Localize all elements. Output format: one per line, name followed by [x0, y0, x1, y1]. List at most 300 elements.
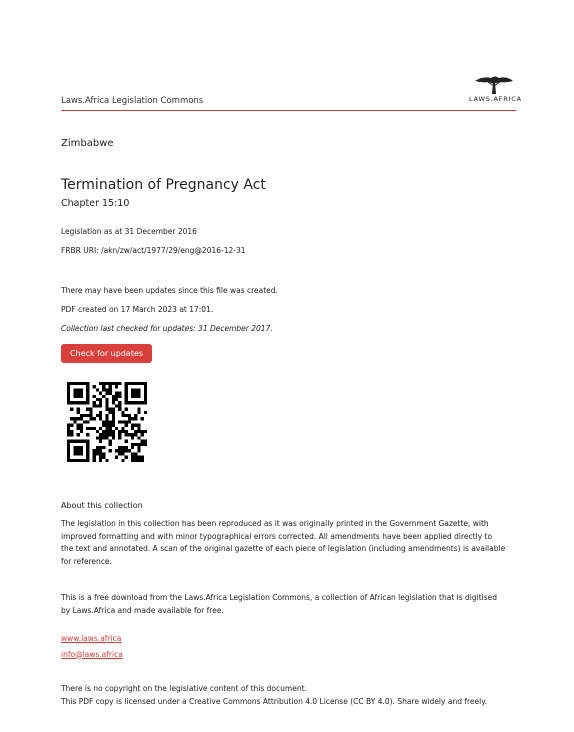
- qr-module: [131, 388, 134, 391]
- qr-module: [109, 411, 112, 414]
- qr-module: [67, 459, 70, 462]
- qr-module: [105, 404, 108, 407]
- qr-module: [125, 395, 128, 398]
- qr-module: [112, 433, 115, 436]
- laws-africa-logo: [469, 74, 522, 103]
- qr-module: [109, 382, 112, 385]
- qr-module: [121, 420, 124, 423]
- qr-module: [105, 388, 108, 391]
- qr-module: [109, 420, 112, 423]
- qr-module: [86, 414, 89, 417]
- qr-module: [137, 382, 140, 385]
- qr-module: [128, 449, 131, 452]
- qr-module: [80, 414, 83, 417]
- qr-module: [128, 420, 131, 423]
- qr-module: [137, 392, 140, 395]
- qr-module: [102, 388, 105, 391]
- qr-module: [102, 424, 105, 427]
- qr-module: [105, 417, 108, 420]
- qr-module: [109, 449, 112, 452]
- qr-module: [141, 456, 144, 459]
- about-line: The legislation in this collection has been reproduced as it was originally printed in the Government Gazette, with: [61, 519, 489, 528]
- qr-module: [115, 456, 118, 459]
- qr-module: [125, 401, 128, 404]
- qr-module: [137, 446, 140, 449]
- qr-module: [105, 414, 108, 417]
- qr-module: [96, 404, 99, 407]
- qr-module: [109, 433, 112, 436]
- qr-module: [73, 446, 76, 449]
- qr-module: [93, 459, 96, 462]
- qr-module: [96, 436, 99, 439]
- qr-module: [86, 452, 89, 455]
- qr-module: [125, 385, 128, 388]
- qr-module: [115, 395, 118, 398]
- qr-module: [99, 401, 102, 404]
- qr-module: [118, 401, 121, 404]
- frbr-uri: FRBR URI: /akn/zw/act/1977/29/eng@2016-12-31: [61, 246, 246, 255]
- qr-module: [67, 385, 70, 388]
- copyright-notice: [61, 683, 521, 708]
- qr-module: [67, 456, 70, 459]
- qr-module: [80, 401, 83, 404]
- qr-module: [144, 382, 147, 385]
- copyright-line: This PDF copy is licensed under a Creative Commons Attribution 4.0 License (CC BY 4.0). Share widely and freely.: [61, 696, 487, 706]
- qr-module: [109, 392, 112, 395]
- qr-module: [86, 392, 89, 395]
- qr-module: [89, 414, 92, 417]
- qr-module: [131, 427, 134, 430]
- qr-module: [141, 459, 144, 462]
- qr-module: [80, 392, 83, 395]
- about-line: for reference.: [61, 556, 112, 566]
- qr-module: [121, 459, 124, 462]
- qr-module: [102, 456, 105, 459]
- qr-module: [105, 401, 108, 404]
- collection-name: Laws.Africa Legislation Commons: [61, 96, 204, 106]
- qr-module: [99, 392, 102, 395]
- qr-module: [86, 449, 89, 452]
- download-notice: [61, 592, 521, 617]
- qr-module: [118, 430, 121, 433]
- qr-module: [105, 433, 108, 436]
- about-body: [61, 518, 521, 568]
- qr-module: [131, 459, 134, 462]
- qr-module: [128, 401, 131, 404]
- qr-module: [102, 452, 105, 455]
- qr-module: [99, 440, 102, 443]
- country-label: Zimbabwe: [61, 138, 114, 149]
- qr-module: [131, 395, 134, 398]
- qr-module: [144, 440, 147, 443]
- qr-module: [77, 382, 80, 385]
- qr-module: [80, 388, 83, 391]
- qr-module: [89, 408, 92, 411]
- qr-module: [141, 382, 144, 385]
- qr-module: [121, 449, 124, 452]
- qr-module: [134, 382, 137, 385]
- header-divider: [61, 110, 516, 111]
- qr-module: [67, 424, 70, 427]
- qr-module: [118, 382, 121, 385]
- qr-module: [118, 452, 121, 455]
- qr-module: [99, 456, 102, 459]
- qr-module: [86, 427, 89, 430]
- qr-module: [112, 424, 115, 427]
- chapter-number: Chapter 15:10: [61, 198, 130, 209]
- qr-module: [109, 408, 112, 411]
- qr-module: [77, 449, 80, 452]
- qr-module: [115, 382, 118, 385]
- qr-module: [137, 456, 140, 459]
- qr-module: [125, 408, 128, 411]
- qr-module: [144, 401, 147, 404]
- qr-module: [77, 388, 80, 391]
- qr-module: [137, 401, 140, 404]
- qr-module: [99, 433, 102, 436]
- qr-module: [86, 459, 89, 462]
- qr-module: [125, 456, 128, 459]
- qr-module: [70, 433, 73, 436]
- qr-module: [134, 459, 137, 462]
- qr-module: [125, 388, 128, 391]
- check-for-updates-button[interactable]: Check for updates: [61, 344, 152, 363]
- updates-notice: There may have been updates since this file was created.: [61, 286, 278, 295]
- qr-module: [86, 401, 89, 404]
- qr-module: [73, 401, 76, 404]
- qr-module: [131, 436, 134, 439]
- qr-module: [67, 395, 70, 398]
- qr-module: [80, 424, 83, 427]
- qr-module: [102, 446, 105, 449]
- qr-module: [125, 392, 128, 395]
- qr-module: [73, 395, 76, 398]
- qr-module: [99, 417, 102, 420]
- legislation-date: Legislation as at 31 December 2016: [61, 227, 197, 236]
- qr-module: [80, 427, 83, 430]
- qr-module: [134, 392, 137, 395]
- qr-module: [112, 395, 115, 398]
- qr-module: [128, 417, 131, 420]
- qr-module: [112, 420, 115, 423]
- qr-module: [96, 430, 99, 433]
- acacia-tree-icon: [469, 74, 519, 94]
- qr-module: [67, 443, 70, 446]
- qr-module: [112, 411, 115, 414]
- qr-module: [131, 456, 134, 459]
- qr-module: [77, 424, 80, 427]
- qr-module: [115, 398, 118, 401]
- qr-module: [141, 440, 144, 443]
- qr-module: [86, 456, 89, 459]
- qr-module: [86, 443, 89, 446]
- qr-module: [70, 459, 73, 462]
- qr-module: [77, 459, 80, 462]
- qr-module: [80, 417, 83, 420]
- qr-module: [89, 411, 92, 414]
- qr-module: [144, 398, 147, 401]
- qr-module: [125, 398, 128, 401]
- qr-module: [96, 388, 99, 391]
- qr-module: [141, 430, 144, 433]
- qr-module: [77, 401, 80, 404]
- qr-module: [131, 401, 134, 404]
- copyright-line: There is no copyright on the legislative content of this document.: [61, 684, 307, 693]
- qr-module: [102, 436, 105, 439]
- qr-module: [118, 446, 121, 449]
- qr-module: [80, 449, 83, 452]
- qr-module: [141, 433, 144, 436]
- qr-module: [96, 449, 99, 452]
- qr-module: [137, 424, 140, 427]
- qr-module: [134, 414, 137, 417]
- qr-module: [99, 452, 102, 455]
- email-link[interactable]: info@laws.africa: [61, 649, 123, 659]
- qr-module: [86, 446, 89, 449]
- qr-module: [121, 446, 124, 449]
- qr-module: [105, 398, 108, 401]
- document-title: Termination of Pregnancy Act: [61, 177, 266, 193]
- qr-module: [105, 408, 108, 411]
- qr-module: [105, 430, 108, 433]
- qr-module: [125, 430, 128, 433]
- qr-module: [134, 433, 137, 436]
- download-line: This is a free download from the Laws.Africa Legislation Commons, a collection of African legislation that is digitised: [61, 593, 498, 602]
- qr-code[interactable]: [67, 382, 147, 462]
- qr-module: [109, 430, 112, 433]
- qr-module: [134, 424, 137, 427]
- qr-module: [115, 392, 118, 395]
- qr-module: [93, 385, 96, 388]
- qr-module: [73, 388, 76, 391]
- qr-module: [131, 392, 134, 395]
- qr-module: [134, 388, 137, 391]
- qr-module: [109, 443, 112, 446]
- qr-module: [109, 440, 112, 443]
- about-line: improved formatting and with minor typographical errors corrected. All amendments have been applied directly to: [61, 531, 493, 541]
- qr-module: [86, 440, 89, 443]
- qr-module: [137, 411, 140, 414]
- qr-module: [131, 424, 134, 427]
- qr-module: [83, 440, 86, 443]
- qr-module: [105, 436, 108, 439]
- qr-module: [112, 414, 115, 417]
- qr-module: [134, 430, 137, 433]
- qr-module: [141, 417, 144, 420]
- qr-module: [67, 452, 70, 455]
- qr-module: [144, 392, 147, 395]
- qr-module: [67, 427, 70, 430]
- qr-module: [131, 433, 134, 436]
- qr-module: [137, 408, 140, 411]
- qr-module: [134, 456, 137, 459]
- qr-module: [109, 424, 112, 427]
- qr-module: [121, 411, 124, 414]
- qr-module: [134, 417, 137, 420]
- qr-module: [83, 459, 86, 462]
- qr-module: [99, 436, 102, 439]
- qr-module: [141, 443, 144, 446]
- qr-module: [109, 388, 112, 391]
- qr-module: [70, 440, 73, 443]
- website-link[interactable]: www.laws.africa: [61, 634, 122, 643]
- qr-module: [77, 446, 80, 449]
- qr-module: [77, 433, 80, 436]
- qr-module: [118, 449, 121, 452]
- qr-module: [102, 382, 105, 385]
- qr-module: [118, 436, 121, 439]
- qr-module: [125, 382, 128, 385]
- qr-module: [125, 424, 128, 427]
- qr-module: [105, 420, 108, 423]
- qr-module: [77, 452, 80, 455]
- qr-module: [86, 420, 89, 423]
- qr-module: [118, 433, 121, 436]
- qr-module: [67, 382, 70, 385]
- qr-module: [67, 401, 70, 404]
- qr-module: [93, 395, 96, 398]
- qr-module: [67, 440, 70, 443]
- qr-module: [99, 446, 102, 449]
- qr-module: [125, 446, 128, 449]
- qr-module: [102, 433, 105, 436]
- qr-module: [93, 427, 96, 430]
- qr-module: [77, 408, 80, 411]
- qr-module: [99, 404, 102, 407]
- qr-module: [80, 459, 83, 462]
- qr-module: [83, 401, 86, 404]
- qr-module: [134, 395, 137, 398]
- contact-links: [61, 630, 123, 661]
- qr-module: [137, 449, 140, 452]
- qr-module: [137, 443, 140, 446]
- qr-module: [137, 459, 140, 462]
- qr-module: [67, 388, 70, 391]
- qr-module: [96, 398, 99, 401]
- qr-module: [67, 433, 70, 436]
- qr-module: [67, 430, 70, 433]
- qr-module: [125, 449, 128, 452]
- qr-module: [77, 427, 80, 430]
- qr-module: [125, 433, 128, 436]
- qr-module: [109, 427, 112, 430]
- qr-module: [125, 414, 128, 417]
- last-checked-date: Collection last checked for updates: 31 December 2017.: [61, 324, 273, 333]
- qr-module: [144, 388, 147, 391]
- qr-module: [137, 395, 140, 398]
- pdf-created-date: PDF created on 17 March 2023 at 17:01.: [61, 305, 214, 314]
- qr-module: [96, 452, 99, 455]
- download-line: by Laws.Africa and made available for free.: [61, 605, 224, 615]
- qr-module: [67, 449, 70, 452]
- qr-module: [102, 385, 105, 388]
- qr-module: [102, 395, 105, 398]
- qr-module: [67, 392, 70, 395]
- qr-module: [134, 401, 137, 404]
- qr-module: [77, 417, 80, 420]
- qr-module: [96, 446, 99, 449]
- qr-module: [73, 452, 76, 455]
- qr-module: [86, 388, 89, 391]
- qr-module: [73, 392, 76, 395]
- qr-module: [102, 420, 105, 423]
- qr-module: [128, 414, 131, 417]
- qr-module: [77, 395, 80, 398]
- qr-module: [73, 420, 76, 423]
- qr-module: [125, 440, 128, 443]
- qr-module: [134, 443, 137, 446]
- qr-module: [77, 411, 80, 414]
- qr-module: [80, 395, 83, 398]
- qr-module: [86, 398, 89, 401]
- qr-module: [118, 404, 121, 407]
- qr-module: [144, 411, 147, 414]
- qr-module: [131, 382, 134, 385]
- qr-module: [137, 436, 140, 439]
- qr-module: [83, 414, 86, 417]
- qr-module: [137, 427, 140, 430]
- qr-module: [89, 417, 92, 420]
- qr-module: [80, 430, 83, 433]
- qr-module: [125, 420, 128, 423]
- qr-module: [115, 404, 118, 407]
- qr-module: [77, 392, 80, 395]
- qr-module: [121, 427, 124, 430]
- qr-module: [67, 446, 70, 449]
- qr-module: [121, 414, 124, 417]
- qr-module: [93, 401, 96, 404]
- qr-module: [144, 395, 147, 398]
- qr-module: [105, 459, 108, 462]
- qr-module: [80, 382, 83, 385]
- qr-module: [86, 382, 89, 385]
- qr-module: [141, 401, 144, 404]
- qr-module: [93, 417, 96, 420]
- qr-module: [115, 449, 118, 452]
- qr-module: [112, 430, 115, 433]
- qr-module: [73, 382, 76, 385]
- qr-module: [112, 436, 115, 439]
- qr-module: [83, 420, 86, 423]
- qr-module: [93, 456, 96, 459]
- qr-module: [70, 408, 73, 411]
- qr-module: [99, 382, 102, 385]
- qr-module: [70, 424, 73, 427]
- qr-module: [73, 449, 76, 452]
- qr-module: [99, 411, 102, 414]
- qr-module: [137, 430, 140, 433]
- qr-module: [131, 446, 134, 449]
- qr-module: [112, 398, 115, 401]
- qr-module: [112, 401, 115, 404]
- qr-module: [96, 414, 99, 417]
- qr-module: [70, 382, 73, 385]
- qr-module: [80, 440, 83, 443]
- qr-module: [118, 392, 121, 395]
- qr-module: [99, 414, 102, 417]
- qr-module: [115, 385, 118, 388]
- qr-module: [112, 382, 115, 385]
- qr-module: [115, 427, 118, 430]
- qr-module: [99, 449, 102, 452]
- qr-module: [118, 395, 121, 398]
- qr-module: [83, 382, 86, 385]
- qr-module: [118, 408, 121, 411]
- about-line: the text and annotated. A scan of the original gazette of each piece of legislation (including amendments) is available: [61, 544, 506, 553]
- qr-module: [121, 430, 124, 433]
- qr-module: [128, 382, 131, 385]
- qr-module: [77, 440, 80, 443]
